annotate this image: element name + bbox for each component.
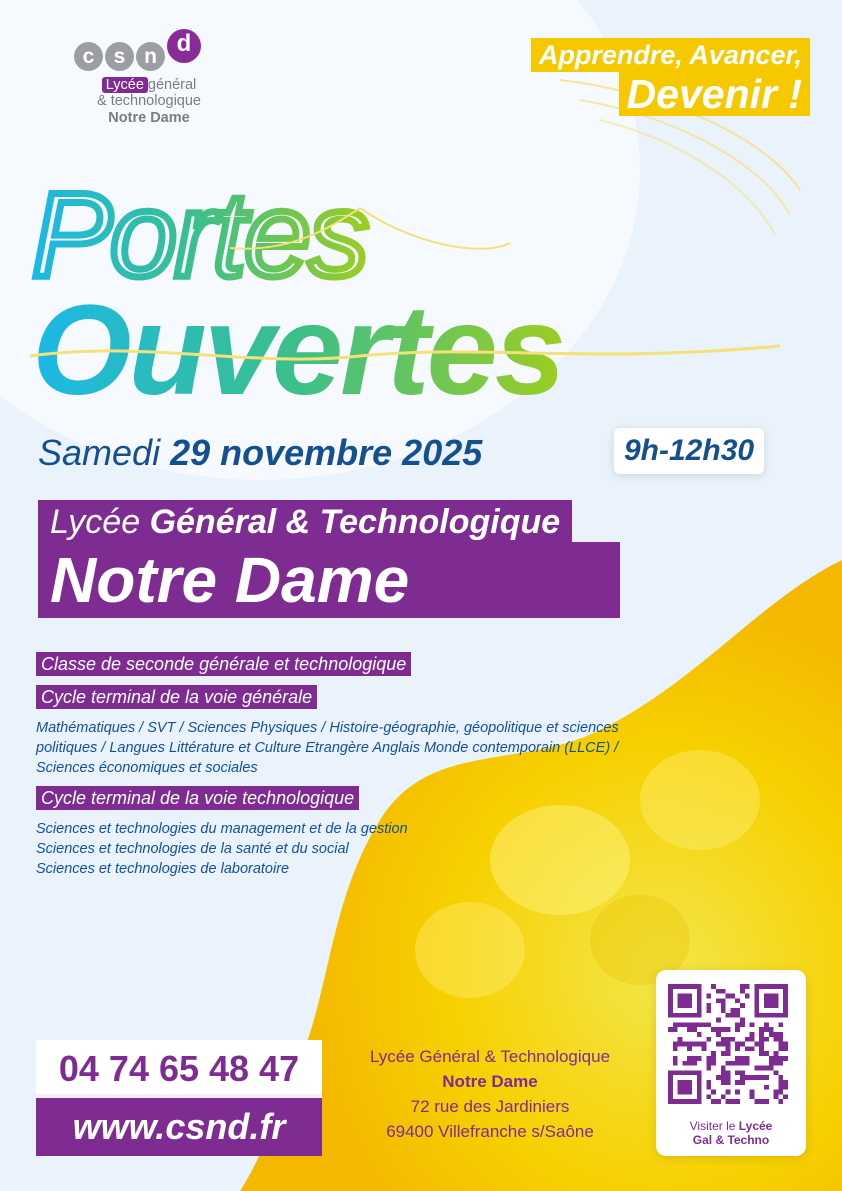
address-line3: 72 rue des Jardiniers: [410, 1097, 570, 1116]
school-name: Notre Dame: [38, 542, 620, 618]
title-portes-ouvertes: [30, 168, 800, 418]
offer-techno-title: Cycle terminal de la voie technologique: [36, 786, 359, 810]
offer-techno-item: Sciences et technologies de la santé et du social: [36, 841, 349, 857]
phone-number[interactable]: 04 74 65 48 47: [36, 1040, 322, 1098]
title-ouvertes: Ouvertes: [32, 279, 563, 418]
csnd-logo: [74, 29, 224, 127]
website-link[interactable]: www.csnd.fr: [36, 1098, 322, 1156]
logo-letters: [74, 29, 224, 71]
address-line1: Lycée Général & Technologique: [369, 1047, 611, 1066]
offer-seconde: Classe de seconde générale et technologique: [36, 652, 411, 676]
qr-caption-techno: Gal & Techno: [692, 1133, 770, 1147]
contact-block: [36, 1040, 322, 1156]
slogan: [531, 38, 810, 116]
offer-techno-item: Sciences et technologies de laboratoire: [36, 861, 290, 877]
event-date-value: 29 novembre 2025: [170, 432, 483, 473]
offer-techno-list: [36, 819, 656, 879]
logo-lycee-badge: Lycée: [102, 77, 148, 93]
title-portes: Portes: [32, 168, 367, 302]
school-type-plain: Lycée: [50, 503, 141, 541]
offer-general-title: Cycle terminal de la voie générale: [36, 685, 317, 709]
address-line4: 69400 Villefranche s/Saône: [386, 1122, 594, 1141]
slogan-line1: Apprendre, Avancer,: [531, 38, 810, 72]
qr-caption-lycee: Lycée: [738, 1119, 773, 1133]
qr-caption: [668, 1119, 794, 1147]
school-type: [38, 500, 572, 542]
address-line2: Notre Dame: [442, 1072, 538, 1091]
logo-general: général: [147, 77, 197, 93]
offers-list: [36, 652, 656, 887]
logo-letter: c: [74, 42, 103, 71]
qr-card[interactable]: [656, 970, 806, 1156]
slogan-line2: Devenir !: [619, 72, 810, 116]
qr-caption-plain: Visiter le: [689, 1119, 736, 1133]
logo-letter: n: [136, 42, 165, 71]
logo-technologique: & technologique: [97, 93, 201, 109]
logo-line1: [74, 77, 224, 93]
logo-letter: d: [167, 29, 201, 63]
offer-general-desc: Mathématiques / SVT / Sciences Physiques / Histoire-géographie, géopolitique et sciences politiques / Langues Littérature et Culture Etrangère Anglais Monde contemporain (LLCE) / Sciences économiques et sociales: [36, 720, 619, 776]
school-name-box: [38, 500, 620, 618]
offer-techno-item: Sciences et technologies du management et de la gestion: [36, 821, 408, 837]
event-day: Samedi: [38, 432, 161, 473]
logo-notre-dame: Notre Dame: [108, 110, 190, 126]
qr-code-icon[interactable]: [668, 984, 788, 1104]
school-type-bold: Général & Technologique: [149, 503, 561, 541]
address-block: [334, 1044, 646, 1144]
event-hours: 9h-12h30: [614, 428, 764, 474]
logo-letter: s: [105, 42, 134, 71]
event-date: [38, 432, 482, 474]
